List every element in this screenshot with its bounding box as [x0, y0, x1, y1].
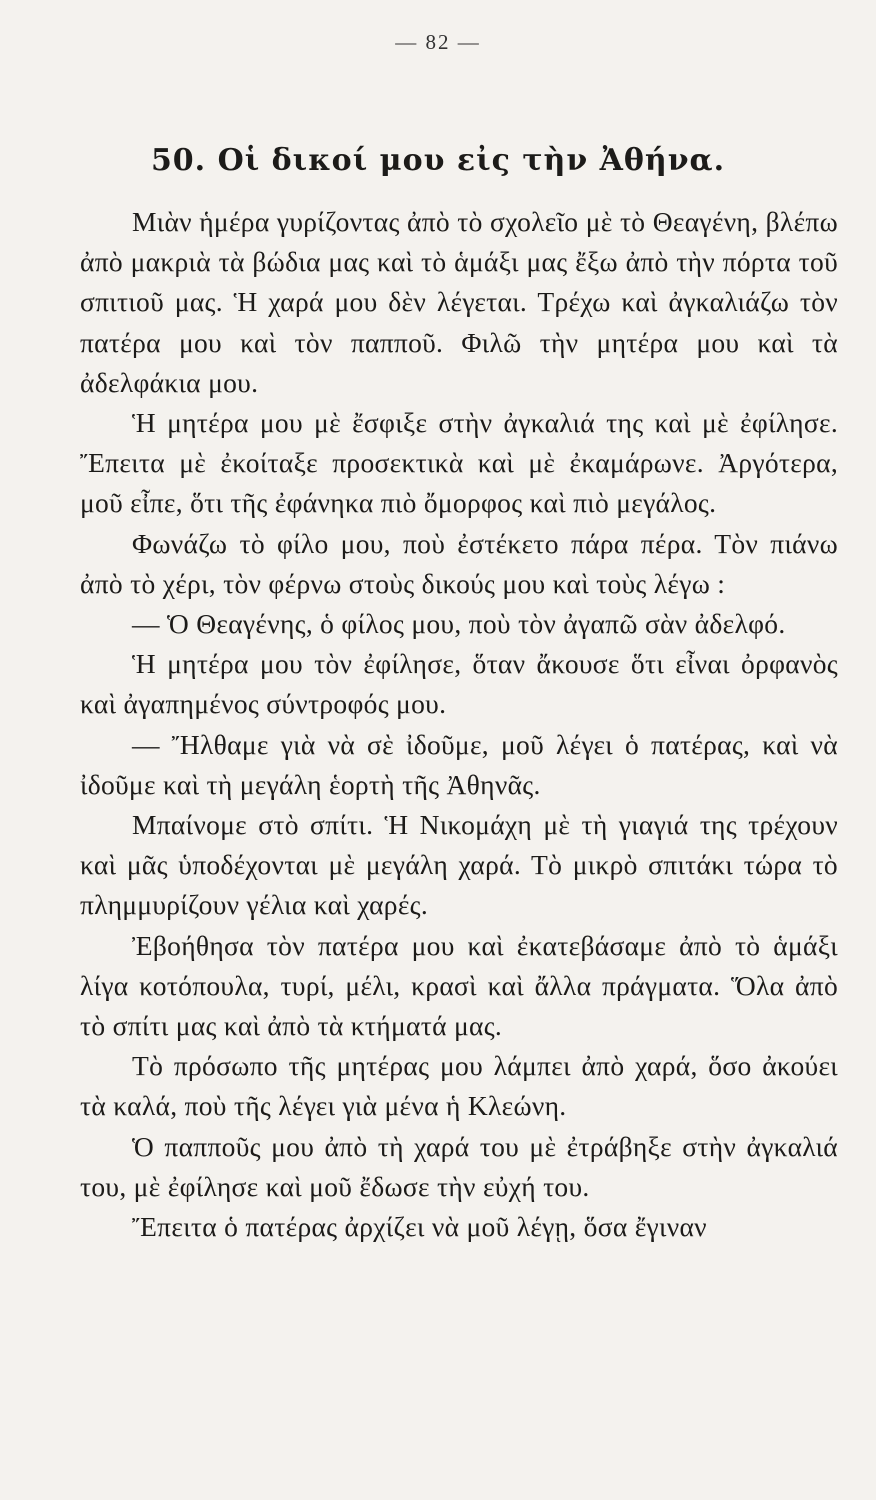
- paragraph: Ἔπειτα ὁ πατέρας ἀρχίζει νὰ μοῦ λέγῃ, ὅσα ἔγιναν: [132, 1211, 707, 1243]
- paragraph: Ἐβοήθησα τὸν πατέρα μου καὶ ἐκατεβάσαμε ἀπὸ τὸ ἁμάξι λίγα κοτόπουλα, τυρί, μέλι, κρασὶ καὶ ἄλλα πράγματα. Ὅλα ἀπὸ τὸ σπίτι μας καὶ ἀπὸ τὰ κτήματά μας.: [80, 929, 838, 1042]
- paragraph: Μιὰν ἡμέρα γυρίζοντας ἀπὸ τὸ σχολεῖο μὲ τὸ Θεαγένη, βλέπω ἀπὸ μακριὰ τὰ βώδια μας καὶ τὸ ἁμάξι μας ἔξω ἀπὸ τὴν πόρτα τοῦ σπιτιοῦ μας. Ἡ χαρά μου δὲν λέγεται. Τρέχω καὶ ἀγκαλιάζω τὸν πατέρα μου καὶ τὸν παπποῦ. Φιλῶ τὴν μητέρα μου καὶ τὰ ἀδελφάκια μου.: [80, 206, 838, 398]
- page-number: — 82 —: [395, 30, 481, 54]
- paragraph: Τὸ πρόσωπο τῆς μητέρας μου λάμπει ἀπὸ χαρά, ὅσο ἀκούει τὰ καλά, ποὺ τῆς λέγει γιὰ μένα ἡ Κλεώνη.: [80, 1050, 838, 1122]
- paragraph: Φωνάζω τὸ φίλο μου, ποὺ ἐστέκετο πάρα πέρα. Τὸν πιάνω ἀπὸ τὸ χέρι, τὸν φέρνω στοὺς δικούς μου καὶ τοὺς λέγω :: [80, 527, 838, 599]
- paragraph: Ἡ μητέρα μου μὲ ἔσφιξε στὴν ἀγκαλιά της καὶ μὲ ἐφίλησε. Ἔπειτα μὲ ἐκοίταξε προσεκτικὰ καὶ μὲ ἐκαμάρωνε. Ἀργότερα, μοῦ εἶπε, ὅτι τῆς ἐφάνηκα πιὸ ὄμορφος καὶ πιὸ μεγάλος.: [80, 407, 838, 519]
- chapter-title: 50. Οἱ δικοί μου εἰς τὴν Ἀθήνα.: [150, 143, 726, 178]
- paragraph: Ἡ μητέρα μου τὸν ἐφίλησε, ὅταν ἄκουσε ὅτι εἶναι ὀρφανὸς καὶ ἀγαπημένος σύντροφός μου.: [80, 648, 838, 720]
- paragraph: Ὁ παπποῦς μου ἀπὸ τὴ χαρά του μὲ ἐτράβηξε στὴν ἀγκαλιά του, μὲ ἐφίλησε καὶ μοῦ ἔδωσε τὴν εὐχή του.: [80, 1130, 838, 1202]
- paragraph: — Ὁ Θεαγένης, ὁ φίλος μου, ποὺ τὸν ἀγαπῶ σὰν ἀδελφό.: [132, 608, 786, 640]
- paragraph: — Ἤλθαμε γιὰ νὰ σὲ ἰδοῦμε, μοῦ λέγει ὁ πατέρας, καὶ νὰ ἰδοῦμε καὶ τὴ μεγάλη ἑορτὴ τῆς Ἀθηνᾶς.: [80, 728, 838, 800]
- body-text: [80, 202, 838, 1247]
- paragraph: Μπαίνομε στὸ σπίτι. Ἡ Νικομάχη μὲ τὴ γιαγιά της τρέχουν καὶ μᾶς ὑποδέχονται μὲ μεγάλη χαρά. Τὸ μικρὸ σπιτάκι τώρα τὸ πλημμυρίζουν γέλια καὶ χαρές.: [80, 809, 838, 921]
